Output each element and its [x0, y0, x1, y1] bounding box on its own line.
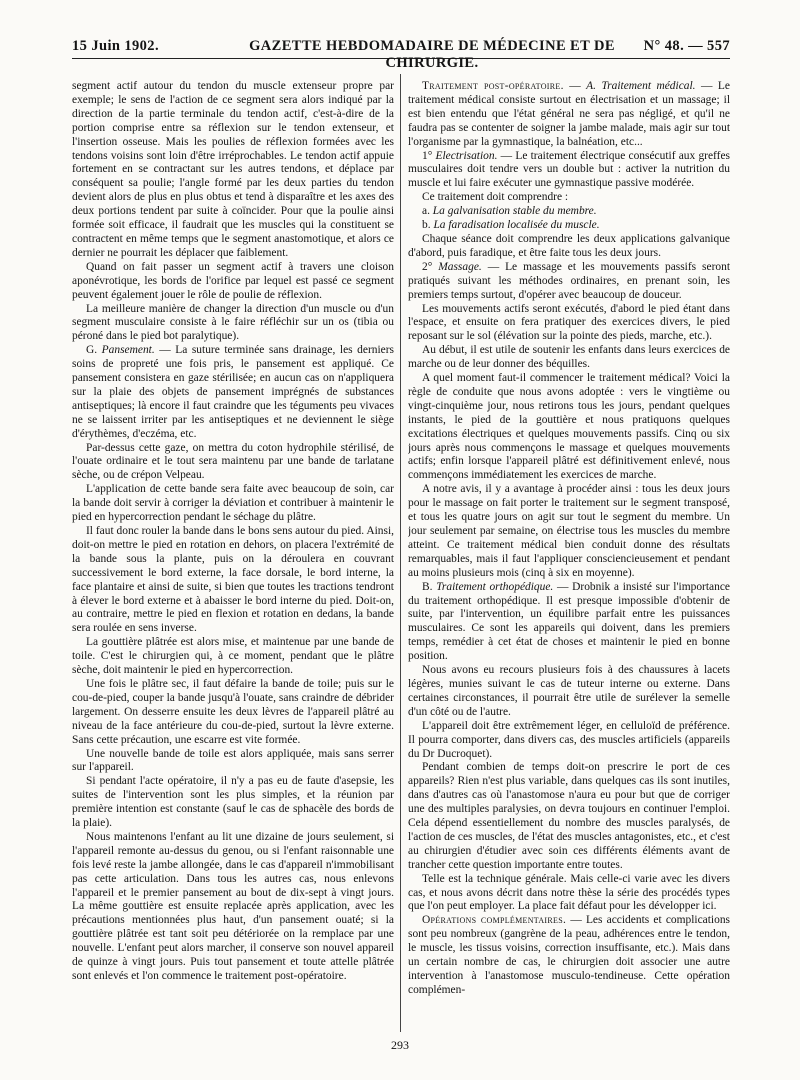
- paragraph: Ce traitement doit comprendre :: [422, 191, 569, 204]
- paragraph: Il faut donc rouler la bande dans le bons sens autour du pied. Ainsi, doit-on mettre le pied en rotation en dehors, on placera l'extrémité de la bande sous la plante, puis on la déroulera en couvrant successivement le bord externe, la face dorsale, le bord interne, la face plantaire et ainsi de suite, si bien que toutes les tractions tendront à élever le bord externe et à abaisser le bord interne du pied. Doit-on, au contraire, mettre le pied en flexion et rotation en dedans, la bande sera roulée en sens inverse.: [72, 525, 394, 635]
- paragraph: Nous avons eu recours plusieurs fois à des chaussures à lacets légères, munies suivant le cas de tuteur interne ou externe. Dans certaines circonstances, il pourrait être utile de surélever la semelle d'un côté ou de l'autre.: [408, 664, 730, 718]
- paragraph-electrisation: [408, 150, 730, 192]
- list-item: [408, 205, 730, 219]
- list-number: 2°: [422, 260, 439, 273]
- list-letter: a.: [422, 205, 433, 218]
- paragraph: Nous maintenons l'enfant au lit une dizaine de jours seulement, si l'appareil remonte au-dessus du genou, ou si l'enfant raisonnable une fois levé reste la jambe allongée, dans le cas d'appareil n'immobilisant pas cette articulation. Dans tous les autres cas, nous enlevons l'appareil et le premier pansement au bout de dix-sept à vingt jours. La même gouttière est ensuite replacée après application, avec les précautions mentionnées plus haut, d'un pansement ouaté; si la gouttière plâtrée est tant soit peu détériorée on la remplace par une nouvelle. L'enfant peut alors marcher, il conserve son nouvel appareil de quinze à vingt jours. Puis tout pansement et toute attelle plâtrée sont enlevés et l'on commence le traitement post-opératoire.: [72, 830, 394, 982]
- list-number: 1°: [422, 149, 436, 162]
- header-issue-page: N° 48. — 557: [643, 38, 730, 54]
- paragraph: Quand on fait passer un segment actif à travers une cloison aponévrotique, les bords de l'orifice par lequel est passé ce segment peuvent également jouer le rôle de poulie de réflexion.: [72, 260, 394, 301]
- paragraph: Si pendant l'acte opératoire, il n'y a pas eu de faute d'asepsie, les suites de l'intervention sont les plus simples, et la réunion par première intention est constante (sauf le cas de sphacèle des bords de la plaie).: [72, 775, 394, 830]
- section-text: — Le massage et les mouvements passifs seront pratiqués suivant les méthodes ordinaires, en prenant soin, les premiers temps surtout, d'opérer avec beaucoup de douceur.: [408, 260, 730, 301]
- section-text: — Le traitement médical consiste surtout en électrisation et un massage; il est bien entendu que l'état général ne sera pas négligé, et qu'il ne faudra pas se contenter de soigner la jambe malade, mais agir sur tout l'organisme par la gymnastique, la balnéation, etc...: [408, 80, 730, 148]
- paragraph-traitement-orthopedique: [408, 581, 730, 664]
- paragraph: segment actif autour du tendon du muscle extenseur propre par exemple; le sens de l'action de ce segment sera alors indiqué par la direction de la partie terminale du tendon actif, c'est-à-dire de la portion comprise entre sa réflexion sur le tendon extenseur, et l'insertion osseuse. Mais les poulies de réflexion formées avec les tendons voisins sont loin d'être irréprochables. Le tendon actif appuie fortement en se contractant sur les autres tendons, et déplace par conséquent sa poulie; l'angle formé par les deux parties du tendon devient alors de plus en plus obtus et tend à disparaître et les axes des deux portions tendent par suite à coïncider. Pour que la poulie ainsi formée soit efficace, il faudrait que les muscles qui la constituent se contractent en même temps que le segment anastomotique, et alors ce dernier ne pourrait les déplacer que faiblement.: [72, 80, 394, 259]
- paragraph: L'application de cette bande sera faite avec beaucoup de soin, car la bande doit servir à corriger la déviation et contribuer à maintenir le pied en hypercorrection pendant le séchage du plâtre.: [72, 483, 394, 524]
- paragraph: L'appareil doit être extrêmement léger, en celluloïd de préférence. Il pourra comporter, dans divers cas, des muscles artificiels (appareils du Dr Ducroquet).: [408, 719, 730, 760]
- section-text: — La suture terminée sans drainage, les derniers soins de propreté une fois pris, le pansement est appliqué. Ce pansement consistera en gaze stérilisée; en aucun cas on n'appliquera sur la plaie des objets de pansement imprégnés de substances antiseptiques; là encore il faut craindre que les téguments peu vivaces ne se laissent irriter par les antiseptiques et ne deviennent le siège d'érythèmes, d'eczéma, etc.: [72, 344, 394, 440]
- paragraph: La gouttière plâtrée est alors mise, et maintenue par une bande de toile. C'est le chirurgien qui, à ce moment, pendant que le plâtre sèche, doit maintenir le pied en hypercorrection.: [72, 636, 394, 677]
- section-text: — Le traitement électrique consécutif aux greffes musculaires doit tendre vers un double but : activer la nutrition du muscle et lui faire exécuter une gymnastique passive modérée.: [408, 149, 730, 190]
- section-heading: Opérations complémentaires.: [422, 914, 567, 927]
- section-heading: Traitement post-opératoire.: [422, 80, 564, 92]
- paragraph: Par-dessus cette gaze, on mettra du coton hydrophile stérilisé, de l'ouate ordinaire et le tout sera maintenu par une bande de tarlatane sèche, ou de crépon Velpeau.: [72, 441, 394, 482]
- right-column: [408, 80, 730, 1030]
- section-letter: B.: [422, 580, 437, 593]
- paragraph: Pendant combien de temps doit-on prescrire le port de ces appareils? Rien n'est plus variable, dans quelques cas ils sont inutiles, dans d'autres cas où l'anastomose n'aura eu pour but que de corriger une des multiples paralysies, on devra toujours en continuer l'emploi. Cela dépend essentiellement du nombre des muscles paralysés, de l'action de ces muscles, de l'état des muscles antagonistes, etc., et c'est au chirurgien d'étudier avec soin ces différents éléments avant de trancher cette question importante entre toutes.: [408, 761, 730, 871]
- left-column: [72, 80, 394, 1030]
- paragraph-pansement: [72, 344, 394, 441]
- column-rule: [400, 74, 401, 1032]
- paragraph: A notre avis, il y a avantage à procéder ainsi : tous les deux jours pour le massage on fait porter le traitement sur le segment transposé, et tous les quatre jours on agit sur tout le segment du membre. Un jour seulement par semaine, on électrise tous les muscles du membre atteint. Ce traitement médical bien conduit donne des résultats remarquables, mais il faut l'appliquer consciencieusement et pendant au moins plusieurs mois (cinq à six en moyenne).: [408, 483, 730, 579]
- list-text: La galvanisation stable du membre.: [432, 205, 597, 218]
- paragraph-operations-complementaires: [408, 914, 730, 997]
- paragraph: Au début, il est utile de soutenir les enfants dans leurs exercices de marche ou de leur donner des béquilles.: [408, 344, 730, 371]
- subsection-heading: Traitement orthopédique.: [436, 580, 554, 593]
- paragraph: A quel moment faut-il commencer le traitement médical? Voici la règle de conduite que nous avons adoptée : vers le vingtième ou vingt-cinquième jour, nous retirons tous les jours, pendant quelques instants, le pied de la gouttière et nous pratiquons quelques excitations électriques et quelques mouvements passifs. Cinq ou six jours après nous commençons le massage et quelques mouvements actifs; enfin lorsque l'appareil plâtré est définitivement enlevé, nous commençons immédiatement les exercices de marche.: [408, 372, 730, 482]
- list-text: La faradisation localisée du muscle.: [433, 219, 600, 232]
- running-header: [72, 36, 730, 71]
- paragraph: Une nouvelle bande de toile est alors appliquée, mais sans serrer sur l'appareil.: [72, 747, 394, 774]
- paragraph: Chaque séance doit comprendre les deux applications galvanique d'abord, puis faradique, et être faite tous les deux jours.: [408, 232, 730, 259]
- paragraph: Telle est la technique générale. Mais celle-ci varie avec les divers cas, et nous avons décrit dans notre thèse la série des procédés types que l'on peut employer. La place fait défaut pour les développer ici.: [408, 872, 730, 913]
- list-item: [408, 219, 730, 233]
- section-letter: G.: [86, 344, 102, 357]
- list-letter: b.: [422, 219, 434, 232]
- page-number: 293: [391, 1038, 409, 1052]
- header-journal-title: GAZETTE HEBDOMADAIRE DE MÉDECINE ET DE CHIRURGIE.: [249, 38, 615, 71]
- subsection-heading: Electrisation.: [435, 149, 498, 162]
- subsection-heading: Massage.: [438, 260, 482, 273]
- section-text: — Drobnik a insisté sur l'importance du traitement orthopédique. Il est presque impossible d'obtenir de suite, par l'intervention, un équilibre parfait entre les puissances musculaires. Ce sont les appareils qui doivent, dans les premiers temps, remédier à cet état de choses et maintenir le pied en bonne position.: [408, 580, 730, 663]
- subsection-heading: A. Traitement médical.: [586, 80, 696, 92]
- section-heading: Pansement.: [101, 344, 155, 357]
- header-date: 15 Juin 1902.: [72, 38, 159, 54]
- section-text: — Les accidents et complications sont peu nombreux (gangrène de la peau, adhérences entre le tendon, le muscle, les tissus voisins, correction insuffisante, etc.). Mais dans un certain nombre de cas, le chirurgien doit associer une autre intervention à l'anastomose musculo-tendineuse. Cette opération complémen-: [408, 914, 730, 996]
- paragraph: La meilleure manière de changer la direction d'un muscle ou d'un segment musculaire consiste à le faire réfléchir sur un os (tibia ou péroné dans le pied bot paralytique).: [72, 302, 394, 343]
- paragraph-traitement-post-operatoire: Traitement post-opératoire. — A. Traitement médical. — Le traitement médical consiste surtout en électrisation et un massage; il est bien entendu que l'état général ne sera pas négligé, et qu'il ne faudra pas se contenter de soigner la jambe malade, mais agir sur tout l'organisme par la gymnastique, la balnéation, etc...: [408, 80, 730, 148]
- paragraph: Les mouvements actifs seront exécutés, d'abord le pied étant dans l'espace, et ensuite on fera pratiquer des exercices divers, le pied reposant sur le sol (élévation sur la pointe des pieds, marche, etc.).: [408, 302, 730, 343]
- paragraph-massage: [408, 261, 730, 303]
- paragraph: Une fois le plâtre sec, il faut défaire la bande de toile; puis sur le cou-de-pied, couper la bande jusqu'à l'ouate, sans craindre de débrider largement. On desserre ensuite les deux lèvres de l'appareil plâtré au niveau de la face antérieure du cou-de-pied, surtout la lèvre externe. Sans cette précaution, une escarre est vite formée.: [72, 677, 394, 746]
